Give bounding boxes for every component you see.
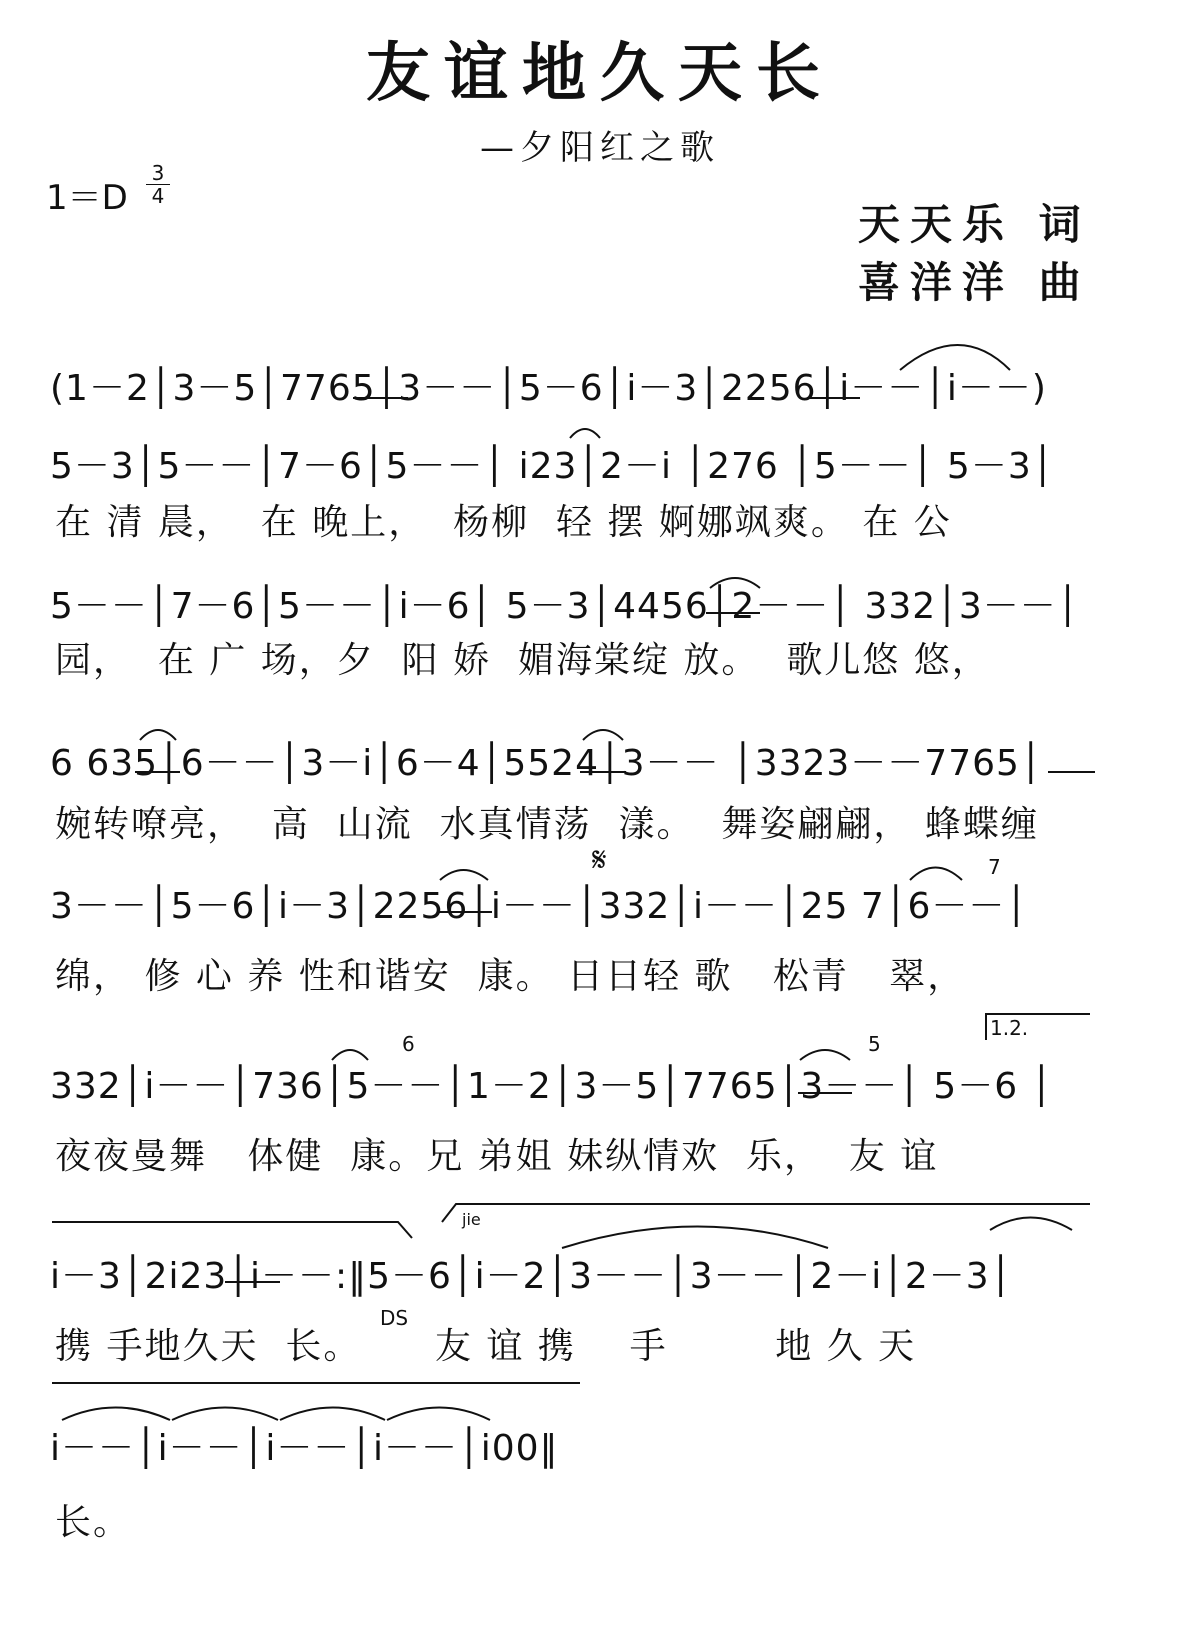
tie-mark (990, 1218, 1072, 1231)
time-signature-top: 3 (151, 161, 165, 185)
tie-mark (280, 1408, 385, 1421)
volta-bracket (442, 1204, 1090, 1222)
grace-note-5: 5 (868, 1032, 881, 1056)
score-line-3-notes: 5－－│7－6│5－－│i－6│ 5－3│4456│2－－│ 332│3－－│ (50, 586, 1080, 627)
score-line-6-notes: 332│i－－│736│5－－│1－2│3－5│7765│3－－│ 5－6 │ (50, 1066, 1054, 1107)
composer-credit: 喜洋洋 曲 (858, 258, 1091, 307)
score-line-5-lyrics: 绵， 修 心 养 性和谐安 康。 日日轻 歌 松青 翠， (55, 956, 966, 997)
grace-note-7: 7 (988, 855, 1001, 879)
page-title: 友谊地久天长 (366, 37, 834, 111)
score-line-4-lyrics: 婉转嘹亮， 高 山流 水真情荡 漾。 舞姿翩翩， 蜂蝶缠 (55, 804, 1039, 845)
tie-mark (570, 429, 600, 438)
score-line-8-lyrics: 长。 (55, 1502, 132, 1543)
page-subtitle: —夕阳红之歌 (480, 128, 720, 168)
ds-mark: DS (380, 1306, 409, 1330)
volta-label: 1.2. (990, 1016, 1029, 1040)
score-line-6-lyrics: 夜夜曼舞 体健 康。兄 弟姐 妹纵情欢 乐， 友 谊 (55, 1136, 939, 1177)
key-signature: 1＝D (46, 178, 128, 218)
grace-note-6: 6 (402, 1032, 415, 1056)
score-line-7-lyrics-b: 友 谊 携 手 地 久 天 (435, 1326, 917, 1367)
breath-label: jie (462, 1210, 481, 1229)
volta-bracket (52, 1222, 412, 1238)
score-line-5-notes: 3－－│5－6│i－3│2256│i－－│332│i－－│25 7│6－－│ (50, 886, 1029, 927)
score-line-3-lyrics: 园， 在 广 场，夕 阳 娇 媚海棠绽 放。 歌儿悠 悠， (55, 640, 990, 681)
score-line-7-lyrics: 携 手地久天 长。 (55, 1326, 362, 1367)
score-line-7-notes: i－3│2i23│i－－:‖5－6│i－2│3－－│3－－│2－i│2－3│ (50, 1256, 1013, 1297)
score-line-1-notes: (1－2│3－5│7765│3－－│5－6│i－3│2256│i－－│i－－) (50, 368, 1047, 409)
tie-mark (172, 1408, 278, 1421)
tie-mark (387, 1408, 490, 1421)
score-line-8-notes: i－－│i－－│i－－│i－－│i00‖ (50, 1428, 559, 1469)
score-line-2-notes: 5－3│5－－│7－6│5－－│ i23│2－i │276 │5－－│ 5－3│ (50, 446, 1055, 487)
score-line-2-lyrics: 在 清 晨， 在 晚上， 杨柳 轻 摆 婀娜飒爽。 在 公 (55, 502, 952, 543)
tie-mark (562, 1227, 828, 1249)
score-line-4-notes: 6 635│6－－│3－i│6－4│5524│3－－ │3323－－7765│ (50, 743, 1043, 784)
segno-mark: 𝄋 (592, 840, 607, 880)
tie-mark (62, 1408, 170, 1421)
time-signature-bottom: 4 (151, 184, 165, 208)
lyricist-credit: 天天乐 词 (858, 200, 1091, 249)
